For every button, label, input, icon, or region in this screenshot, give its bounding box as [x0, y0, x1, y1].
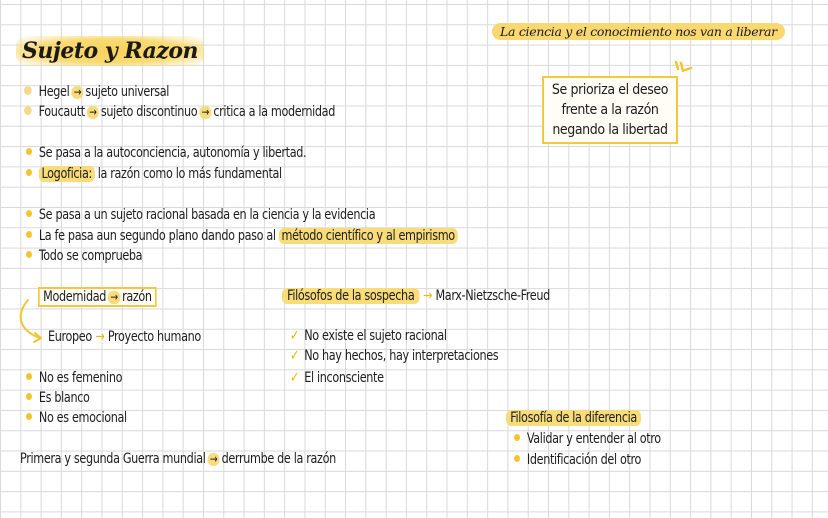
sospecha-line [282, 288, 550, 304]
bullet-icon [26, 210, 32, 217]
list-item [26, 390, 90, 406]
diferencia-label: Filosofía de la diferencia [506, 410, 641, 426]
item-text: Se pasa a la autoconciencia, autonomía y libertad. [38, 145, 307, 161]
quote-banner: La ciencia y el conocimiento nos van a liberar [492, 23, 785, 40]
highlight-term: método científico y al empirismo [279, 228, 457, 244]
arrow-icon: → [71, 86, 84, 99]
note-line: negando la libertad [552, 122, 668, 138]
item-text: El inconsciente [304, 370, 384, 386]
arrow-icon: → [199, 106, 212, 119]
item-text: La fe pasa aun segundo plano dando paso al [38, 228, 279, 244]
check-icon: ✓ [290, 328, 300, 344]
item-text: critica a la modernidad [213, 104, 335, 120]
bullet-icon [24, 86, 32, 95]
razon-label: razón [122, 289, 152, 305]
derrumbe-label: derrumbe de la razón [221, 451, 336, 467]
item-text: Se pasa a un sujeto racional basada en la ciencia y la evidencia [38, 207, 376, 223]
list-item [26, 228, 457, 244]
item-text: Validar y entender al otro [526, 431, 661, 447]
item-text: No es emocional [38, 410, 127, 426]
list-item [514, 431, 661, 447]
arrow-icon: → [422, 288, 433, 304]
item-text: sujeto universal [85, 84, 170, 100]
term: Foucautt [38, 104, 85, 120]
arrow-icon: → [207, 453, 220, 466]
check-item [290, 348, 498, 364]
guerra-label: Primera y segunda Guerra mundial [20, 451, 206, 467]
guerra-line [20, 451, 336, 467]
highlight-term: Logoficia: [39, 166, 95, 182]
bullet-icon [26, 413, 32, 420]
bullet-icon [26, 393, 32, 400]
bullet-icon [24, 106, 32, 115]
diferencia-heading [506, 410, 641, 426]
sospecha-label: Filósofos de la sospecha [282, 288, 420, 304]
europeo-label: Europeo [48, 329, 92, 345]
proyecto-label: Proyecto humano [107, 329, 201, 345]
list-item [514, 452, 641, 468]
check-icon: ✓ [290, 370, 300, 386]
item-text: sujeto discontinuo [100, 104, 198, 120]
note-line: Se prioriza el deseo [551, 82, 669, 98]
note-line: frente a la razón [561, 102, 659, 118]
list-item [26, 166, 282, 182]
bullet-icon [26, 251, 32, 258]
list-item [24, 104, 335, 120]
item-text: Identificación del otro [526, 452, 642, 468]
check-icon: ✓ [290, 348, 300, 364]
list-item [26, 410, 127, 426]
arrow-icon: → [95, 329, 105, 345]
term: Hegel [38, 84, 70, 100]
check-item [290, 328, 447, 344]
arrow-icon: → [108, 291, 121, 304]
item-text: Es blanco [38, 390, 90, 406]
list-item [26, 207, 375, 223]
curved-arrow-icon [14, 298, 48, 346]
modernidad-label: Modernidad [43, 289, 107, 305]
modernidad-box [38, 287, 157, 307]
list-item [26, 370, 122, 386]
page-title: Sujeto y Razon [16, 36, 204, 66]
list-item [24, 84, 169, 100]
bullet-icon [514, 434, 520, 441]
bullet-icon [26, 231, 32, 238]
list-item [26, 145, 306, 161]
item-text: la razón como lo más fundamental [94, 166, 282, 182]
note-box [542, 76, 678, 144]
item-text: No es femenino [38, 370, 123, 386]
item-text: Todo se comprueba [38, 248, 143, 264]
philosophers-names: Marx-Nietzsche-Freud [435, 288, 550, 304]
item-text: No existe el sujeto racional [304, 328, 447, 344]
item-text: No hay hechos, hay interpretaciones [304, 348, 499, 364]
sparkle-icon [671, 59, 693, 77]
bullet-icon [26, 148, 32, 155]
bullet-icon [26, 373, 32, 380]
europeo-line [48, 329, 201, 345]
bullet-icon [514, 455, 520, 462]
list-item [26, 248, 142, 264]
arrow-icon: → [87, 106, 100, 119]
bullet-icon [26, 169, 32, 176]
check-item [290, 370, 384, 386]
